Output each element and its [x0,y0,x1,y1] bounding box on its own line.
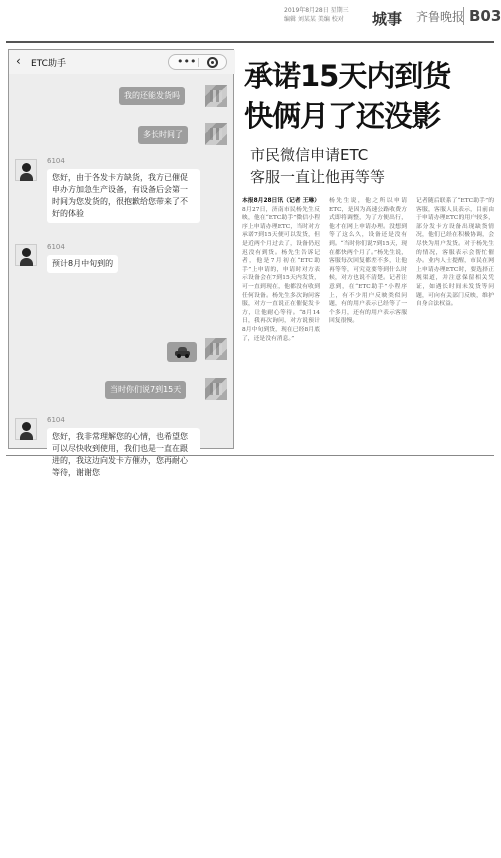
agent-name: 6104 [47,157,65,165]
message-user-4: 当时你们说7到15天 [105,381,186,399]
user-avatar [205,338,227,360]
paper-logo: 齐鲁晚报 [416,10,465,24]
message-agent-2: 预计8月中旬到的 [47,255,118,273]
masthead [0,0,500,40]
agent-name: 6104 [47,243,65,251]
chat-title: ETC助手 [31,59,66,69]
editor-credits: 编辑 刘某某 美编 校对 [284,16,344,23]
message-user-2: 多长时间了 [138,126,188,144]
message-agent-3: 您好，我非常理解您的心情，也希望您可以尽快收到使用，我们也是一直在跟进的，我这边向发卡方催办，您再耐心等待，谢谢您 [47,428,200,482]
chat-title-bar [9,50,235,74]
masthead-meta [284,6,368,24]
article-byline: 本报8月28日讯（记者 王琳） [242,198,320,204]
car-icon [175,347,190,358]
article-column-2: 杨先生说，他之所以申请ETC，是因为高速公路收费方式即将调整，为了方便出行，他才在网上申请办理。没想到等了这么久，设备还是没有到。“当时你们说7到15天，现在都快两个月了。”杨先生说，客服每次回复都差不多，让他再等等，可究竟要等到什么时候，对方也说不清楚。记者注意到，在“ETC助手”小程序上，有不少用户反映类似问题，有的用户表示已经等了一个多月，还有的用户表示客服回复很慢。 [329,198,407,325]
agent-avatar [15,244,37,266]
message-agent-1: 您好，由于各发卡方缺货，我方已催促申办方加急生产设备，有设备后会第一时间为您发货的，很抱歉给您带来了不好的体验 [47,169,200,223]
article-body [242,197,494,447]
subheadline-line-2: 客服一直让他再等等 [250,168,386,186]
ellipsis-icon[interactable]: ••• [177,55,197,68]
article-column-3: 记者随后联系了“ETC助手”的客服，客服人员表示，目前由于申请办理ETC的用户较多，部分发卡方设备出现缺货情况，他们已经在积极协调，会尽快为用户发货。对于杨先生的情况，客服表示会帮忙催办。业内人士提醒，市民在网上申请办理ETC时，要选择正规渠道，并注意保留相关凭证，如遇长时间未发货等问题，可向有关部门反映，维护自身合法权益。 [416,198,494,308]
capsule-divider [198,58,199,67]
subheadline-line-1: 市民微信申请ETC [250,146,369,164]
chat-screenshot [8,49,234,477]
chevron-left-icon[interactable]: ‹ [16,54,21,68]
agent-avatar [15,418,37,440]
user-avatar [205,85,227,107]
user-avatar [205,123,227,145]
issue-date: 2019年8月28日 星期三 [284,7,349,14]
subheadline [250,144,385,188]
article-column-1 [242,197,320,447]
headline-line-2: 快俩月了还没影 [244,99,441,133]
target-icon[interactable] [207,57,218,68]
agent-name: 6104 [47,416,65,424]
page-number: B03 [463,7,501,25]
article-column-1-text: 8月27日，济南市民杨先生反映，他在“ETC助手”微信小程序上申请办理ETC，当时对方承诺7到15天便可以发货，但是近两个月过去了，设备仍迟迟没有到货。杨先生告诉记者，他是7月初在“ETC助手”上申请的，申请时对方表示设备会在7到15天内发货，可一直到现在，他都没有收到任何设备。杨先生多次询问客服，对方一直说正在催促发卡方，让他耐心等待。“8月14日，我再次询问，对方说预计8月中旬到货，现在已经8月底了，还是没有消息。” [242,206,320,342]
message-user-1: 我的还能发货吗 [119,87,185,105]
bottom-rule [6,455,494,456]
masthead-rule [6,41,494,43]
user-avatar [205,378,227,400]
headline-line-1: 承诺15天内到货 [244,59,451,93]
mini-program-capsule[interactable] [168,54,227,70]
agent-avatar [15,159,37,181]
headline [244,56,450,136]
section-name: 城事 [372,10,403,28]
